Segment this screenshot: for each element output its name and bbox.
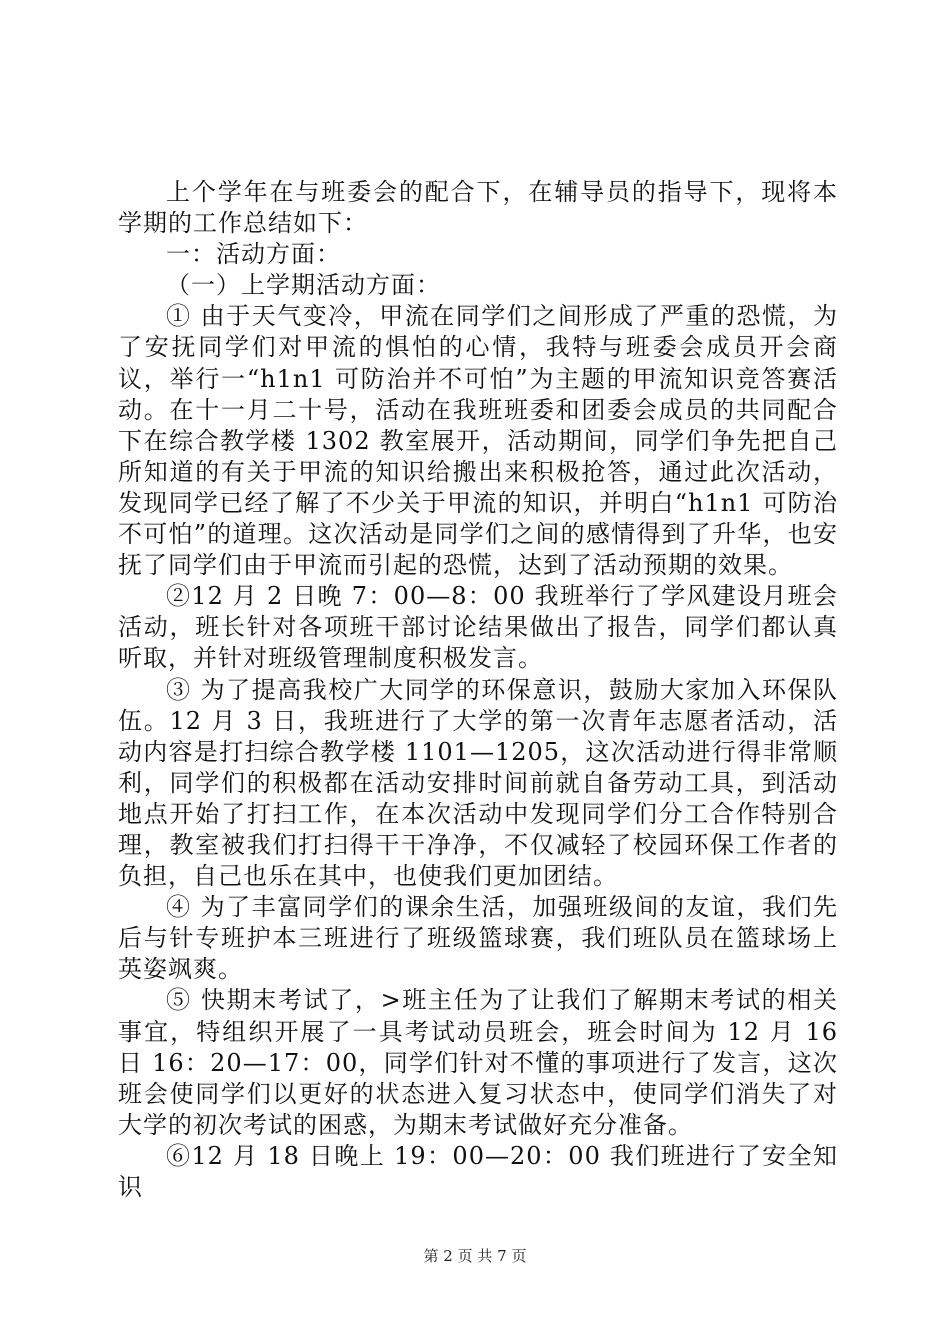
activity-paragraph-1: ① 由于天气变冷，甲流在同学们之间形成了严重的恐慌，为了安抚同学们对甲流的惧怕的心情，我特与班委会成员开会商议，举行一“h1n1 可防治并不可怕”为主题的甲流知识竞答赛活动。在十一月二十号，活动在我班班委和团委会成员的共同配合下在综合教学楼 1302 教室展开，活动期间，同学们争先把自己所知道的有关于甲流的知识给搬出来积极抢答，通过此次活动，发现同学已经了解了不少关于甲流的知识，并明白“h1n1 可防治不可怕”的道理。这次活动是同学们之间的感情得到了升华，也安抚了同学们由于甲流而引起的恐慌，达到了活动预期的效果。 — [118, 302, 838, 580]
activity-paragraph-3: ③ 为了提高我校广大同学的环保意识，鼓励大家加入环保队伍。12 月 3 日，我班进行了大学的第一次青年志愿者活动，活动内容是打扫综合教学楼 1101—1205，这次活动进行得非常顺利，同学们的积极都在活动安排时间前就自备劳动工具，到活动地点开始了打扫工作，在本次活动中发现同学们分工合作特别合理，教室被我们打扫得干干净净，不仅减轻了校园环保工作者的负担，自己也乐在其中，也使我们更加团结。 — [118, 675, 838, 891]
activity-paragraph-6: ⑥12 月 18 日晚上 19：00—20：00 我们班进行了安全知识 — [118, 1141, 838, 1201]
subsection-heading: （一）上学期活动方面： — [166, 271, 441, 300]
page-footer: 第 2 页 共 7 页 — [423, 1247, 527, 1265]
activity-paragraph-4: ④ 为了丰富同学们的课余生活，加强班级间的友谊，我们先后与针专班护本三班进行了班级篮球赛，我们班队员在篮球场上英姿飒爽。 — [118, 893, 838, 984]
document-body — [118, 177, 838, 1203]
intro-paragraph: 上个学年在与班委会的配合下，在辅导员的指导下，现将本学期的工作总结如下： — [118, 178, 838, 238]
activity-paragraph-2: ②12 月 2 日晚 7：00—8：00 我班举行了学风建设月班会活动，班长针对各项班干部讨论结果做出了报告，同学们都认真听取，并针对班级管理制度积极发言。 — [118, 582, 838, 673]
section-heading: 一：活动方面： — [166, 240, 341, 269]
activity-paragraph-5: ⑤ 快期末考试了，>班主任为了让我们了解期末考试的相关事宜，特组织开展了一具考试动员班会，班会时间为 12 月 16 日 16：20—17：00，同学们针对不懂的事项进行了发言，这次班会使同学们以更好的状态进入复习状态中，使同学们消失了对大学的初次考试的困惑，为期末考试做好充分准备。 — [118, 986, 838, 1139]
